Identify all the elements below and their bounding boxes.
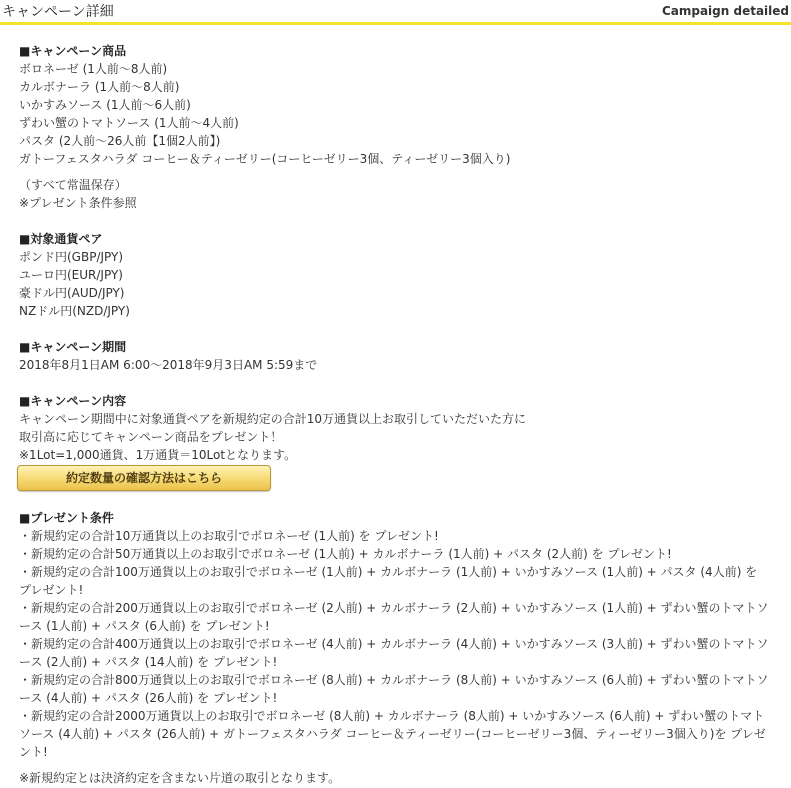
page-header [0,0,791,25]
condition-item: ・新規約定の合計200万通貨以上のお取引でボロネーゼ (2人前) + カルボナーラ (2人前) + いかすみソース (1人前) + ずわい蟹のトマトソース (1人前) + パスタ (6人前) を プレゼント! [19,601,769,633]
conditions-heading: ■プレゼント条件 [19,511,114,525]
details-line: 取引高に応じてキャンペーン商品をプレゼント！ [19,430,283,444]
product-item: ボロネーゼ (1人前～8人前) [19,62,168,76]
details-heading: ■キャンペーン内容 [19,394,127,408]
products-section [19,42,779,212]
product-item: カルボナーラ (1人前～8人前) [19,80,180,94]
page-title: キャンペーン詳細 [2,4,114,20]
condition-item: ・新規約定の合計100万通貨以上のお取引でボロネーゼ (1人前) + カルボナーラ (1人前) + いかすみソース (1人前) + パスタ (4人前) を プレゼント! [19,565,758,597]
conditions-footnote: ※新規約定とは決済約定を含まない片道の取引となります。 [19,771,341,785]
details-section [19,392,779,491]
pair-item: 豪ドル円(AUD/JPY) [19,286,125,300]
conditions-section [19,509,779,787]
condition-item: ・新規約定の合計800万通貨以上のお取引でボロネーゼ (8人前) + カルボナーラ (8人前) + いかすみソース (6人前) + ずわい蟹のトマトソース (4人前) + パスタ (26人前) を プレゼント! [19,673,769,705]
condition-item: ・新規約定の合計10万通貨以上のお取引でボロネーゼ (1人前) を プレゼント! [19,529,439,543]
details-line: ※1Lot=1,000通貨、1万通貨＝10Lotとなります。 [19,448,297,462]
condition-item: ・新規約定の合計2000万通貨以上のお取引でボロネーゼ (8人前) + カルボナーラ (8人前) + いかすみソース (6人前) + ずわい蟹のトマトソース (4人前) + パスタ (26人前) + ガトーフェスタハラダ コーヒー＆ティーゼリー(コーヒーゼリー3個、ティーゼリー3個入り)を プレゼント! [19,709,766,759]
check-volume-button[interactable]: 約定数量の確認方法はこちら [17,465,271,491]
pairs-heading: ■対象通貨ペア [19,232,103,246]
pairs-section [19,230,779,320]
product-item: いかすみソース (1人前～6人前) [19,98,191,112]
pair-item: NZドル円(NZD/JPY) [19,304,130,318]
period-heading: ■キャンペーン期間 [19,340,127,354]
period-text: 2018年8月1日AM 6:00～2018年9月3日AM 5:59まで [19,358,318,372]
period-section [19,338,779,374]
condition-item: ・新規約定の合計50万通貨以上のお取引でボロネーゼ (1人前) + カルボナーラ (1人前) + パスタ (2人前) を プレゼント! [19,547,672,561]
product-item: パスタ (2人前～26人前【1個2人前】) [19,134,221,148]
pair-item: ポンド円(GBP/JPY) [19,250,124,264]
product-item: ずわい蟹のトマトソース (1人前～4人前) [19,116,239,130]
product-item: ガトーフェスタハラダ コーヒー＆ティーゼリー(コーヒーゼリー3個、ティーゼリー3個入り) [19,152,511,166]
page-subtitle: Campaign detailed [661,4,789,18]
present-condition-note: ※プレゼント条件参照 [19,196,137,210]
pair-item: ユーロ円(EUR/JPY) [19,268,123,282]
campaign-details [19,42,779,787]
products-heading: ■キャンペーン商品 [19,44,127,58]
condition-item: ・新規約定の合計400万通貨以上のお取引でボロネーゼ (4人前) + カルボナーラ (4人前) + いかすみソース (3人前) + ずわい蟹のトマトソース (2人前) + パスタ (14人前) を プレゼント! [19,637,769,669]
details-line: キャンペーン期間中に対象通貨ペアを新規約定の合計10万通貨以上お取引していただいた方に [19,412,527,426]
storage-note: （すべて常温保存） [19,178,127,192]
